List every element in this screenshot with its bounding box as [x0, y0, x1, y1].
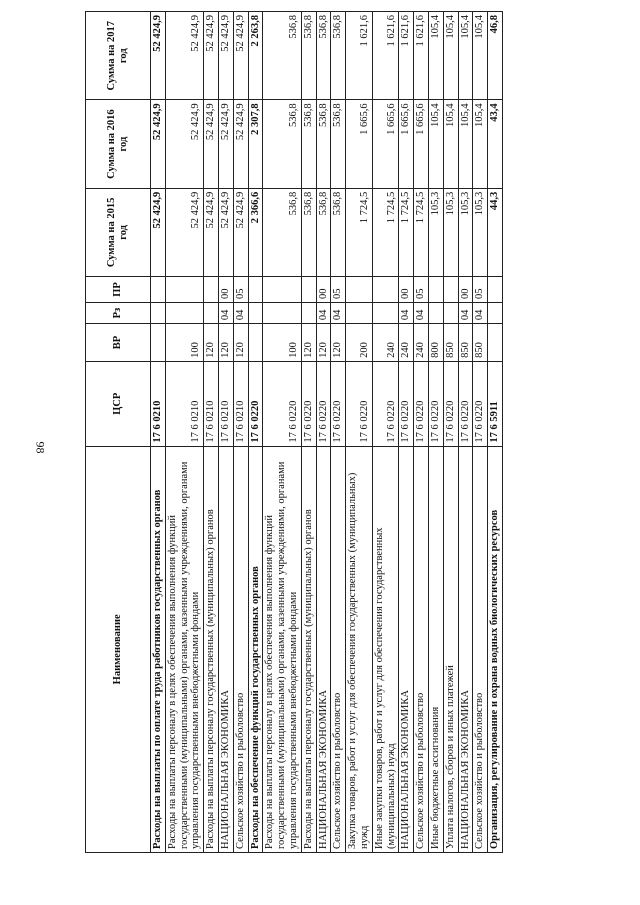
cell-csr: 17 6 0220	[263, 361, 301, 446]
cell-name: Сельское хозяйство и рыболовство	[473, 446, 488, 852]
cell-csr: 17 6 5911	[488, 361, 503, 446]
table-row	[165, 12, 203, 853]
cell-rz: 04	[399, 302, 414, 323]
cell-sum-2017: 1 621,6	[414, 12, 429, 100]
cell-sum-2016: 43,4	[488, 100, 503, 188]
table-row	[443, 12, 458, 853]
cell-sum-2015: 105,3	[443, 188, 458, 276]
cell-name: Расходы на выплаты по оплате труда работников государственных органов	[151, 446, 166, 852]
cell-sum-2016: 536,8	[331, 100, 346, 188]
cell-sum-2016: 536,8	[316, 100, 331, 188]
cell-csr: 17 6 0220	[428, 361, 443, 446]
cell-sum-2015: 52 424,9	[151, 188, 166, 276]
cell-pr	[443, 277, 458, 303]
cell-name: Организация, регулирование и охрана водных биологических ресурсов	[488, 446, 503, 852]
cell-sum-2017: 105,4	[458, 12, 473, 100]
cell-sum-2015: 1 724,5	[414, 188, 429, 276]
table-header-row	[86, 12, 151, 853]
cell-name: Расходы на выплаты персоналу государственных (муниципальных) органов	[301, 446, 316, 852]
cell-sum-2016: 2 307,8	[248, 100, 263, 188]
cell-rz	[372, 302, 399, 323]
cell-vr: 120	[301, 324, 316, 362]
cell-sum-2017: 46,8	[488, 12, 503, 100]
table-row	[301, 12, 316, 853]
table-row	[428, 12, 443, 853]
cell-sum-2016: 536,8	[263, 100, 301, 188]
cell-rz	[248, 302, 263, 323]
cell-name: Сельское хозяйство и рыболовство	[233, 446, 248, 852]
cell-rz: 04	[316, 302, 331, 323]
cell-sum-2015: 536,8	[331, 188, 346, 276]
cell-name: Иные бюджетные ассигнования	[428, 446, 443, 852]
cell-vr: 240	[414, 324, 429, 362]
table-row	[248, 12, 263, 853]
cell-csr: 17 6 0210	[165, 361, 203, 446]
cell-sum-2015: 105,3	[458, 188, 473, 276]
cell-vr	[248, 324, 263, 362]
cell-pr	[346, 277, 373, 303]
cell-rz: 04	[473, 302, 488, 323]
cell-sum-2015: 536,8	[301, 188, 316, 276]
cell-pr: 05	[473, 277, 488, 303]
cell-sum-2017: 52 424,9	[204, 12, 219, 100]
cell-rz: 04	[331, 302, 346, 323]
cell-sum-2015: 536,8	[263, 188, 301, 276]
cell-sum-2017: 536,8	[316, 12, 331, 100]
cell-sum-2016: 1 665,6	[399, 100, 414, 188]
cell-sum-2015: 52 424,9	[218, 188, 233, 276]
table-row	[399, 12, 414, 853]
cell-csr: 17 6 0220	[301, 361, 316, 446]
cell-sum-2017: 536,8	[301, 12, 316, 100]
cell-vr: 100	[263, 324, 301, 362]
cell-sum-2015: 2 366,6	[248, 188, 263, 276]
cell-pr	[428, 277, 443, 303]
cell-sum-2015: 52 424,9	[204, 188, 219, 276]
header-sum-2017: Сумма на 2017 год	[86, 12, 151, 100]
cell-rz	[165, 302, 203, 323]
cell-rz	[346, 302, 373, 323]
cell-rz: 04	[414, 302, 429, 323]
cell-sum-2015: 1 724,5	[399, 188, 414, 276]
cell-vr: 850	[473, 324, 488, 362]
cell-rz	[428, 302, 443, 323]
cell-pr: 00	[399, 277, 414, 303]
header-pr: ПР	[86, 277, 151, 303]
header-vr: ВР	[86, 324, 151, 362]
cell-pr	[263, 277, 301, 303]
cell-sum-2016: 52 424,9	[204, 100, 219, 188]
cell-vr: 100	[165, 324, 203, 362]
cell-csr: 17 6 0220	[399, 361, 414, 446]
cell-vr	[488, 324, 503, 362]
page-number: 98	[33, 441, 48, 454]
cell-sum-2015: 52 424,9	[233, 188, 248, 276]
cell-sum-2016: 1 665,6	[372, 100, 399, 188]
cell-name: НАЦИОНАЛЬНАЯ ЭКОНОМИКА	[316, 446, 331, 852]
cell-vr: 240	[399, 324, 414, 362]
cell-csr: 17 6 0220	[443, 361, 458, 446]
table-body	[151, 12, 503, 853]
cell-sum-2015: 44,3	[488, 188, 503, 276]
cell-sum-2017: 2 263,8	[248, 12, 263, 100]
cell-pr	[301, 277, 316, 303]
table-row	[263, 12, 301, 853]
cell-pr	[204, 277, 219, 303]
cell-pr	[372, 277, 399, 303]
cell-name: Сельское хозяйство и рыболовство	[414, 446, 429, 852]
cell-csr: 17 6 0220	[346, 361, 373, 446]
cell-pr: 00	[458, 277, 473, 303]
cell-name: Сельское хозяйство и рыболовство	[331, 446, 346, 852]
cell-vr: 120	[316, 324, 331, 362]
cell-sum-2017: 536,8	[263, 12, 301, 100]
cell-name: Расходы на обеспечение функций государственных органов	[248, 446, 263, 852]
cell-name: НАЦИОНАЛЬНАЯ ЭКОНОМИКА	[218, 446, 233, 852]
header-rz: Рз	[86, 302, 151, 323]
cell-rz	[151, 302, 166, 323]
cell-pr	[248, 277, 263, 303]
cell-rz	[488, 302, 503, 323]
cell-sum-2016: 105,4	[428, 100, 443, 188]
cell-csr: 17 6 0220	[414, 361, 429, 446]
cell-csr: 17 6 0220	[372, 361, 399, 446]
cell-pr: 05	[331, 277, 346, 303]
table-row	[233, 12, 248, 853]
table-row	[473, 12, 488, 853]
cell-sum-2017: 105,4	[473, 12, 488, 100]
cell-csr: 17 6 0210	[218, 361, 233, 446]
cell-rz: 04	[218, 302, 233, 323]
cell-vr: 240	[372, 324, 399, 362]
cell-sum-2017: 105,4	[428, 12, 443, 100]
cell-rz	[443, 302, 458, 323]
header-csr: ЦСР	[86, 361, 151, 446]
cell-csr: 17 6 0220	[331, 361, 346, 446]
cell-vr: 120	[233, 324, 248, 362]
cell-name: НАЦИОНАЛЬНАЯ ЭКОНОМИКА	[458, 446, 473, 852]
table-row	[346, 12, 373, 853]
table-row	[458, 12, 473, 853]
cell-pr: 00	[218, 277, 233, 303]
cell-rz	[263, 302, 301, 323]
table-row	[218, 12, 233, 853]
cell-sum-2017: 1 621,6	[399, 12, 414, 100]
cell-sum-2017: 52 424,9	[165, 12, 203, 100]
cell-pr: 05	[414, 277, 429, 303]
table-row	[151, 12, 166, 853]
cell-pr: 05	[233, 277, 248, 303]
cell-sum-2015: 105,3	[473, 188, 488, 276]
cell-csr: 17 6 0220	[316, 361, 331, 446]
cell-vr	[151, 324, 166, 362]
cell-rz: 04	[233, 302, 248, 323]
cell-sum-2016: 52 424,9	[165, 100, 203, 188]
cell-sum-2015: 1 724,5	[372, 188, 399, 276]
cell-sum-2017: 52 424,9	[151, 12, 166, 100]
cell-csr: 17 6 0210	[151, 361, 166, 446]
cell-sum-2016: 105,4	[473, 100, 488, 188]
cell-pr	[151, 277, 166, 303]
table-row	[204, 12, 219, 853]
cell-csr: 17 6 0220	[248, 361, 263, 446]
cell-name: НАЦИОНАЛЬНАЯ ЭКОНОМИКА	[399, 446, 414, 852]
cell-vr: 200	[346, 324, 373, 362]
table-row	[488, 12, 503, 853]
cell-csr: 17 6 0220	[473, 361, 488, 446]
cell-sum-2017: 52 424,9	[233, 12, 248, 100]
cell-csr: 17 6 0210	[204, 361, 219, 446]
cell-pr	[165, 277, 203, 303]
cell-sum-2017: 105,4	[443, 12, 458, 100]
cell-rz	[301, 302, 316, 323]
cell-name: Иные закупки товаров, работ и услуг для обеспечения государственных (муниципальных) нужд	[372, 446, 399, 852]
cell-name: Расходы на выплаты персоналу государственных (муниципальных) органов	[204, 446, 219, 852]
cell-sum-2016: 536,8	[301, 100, 316, 188]
cell-name: Расходы на выплаты персоналу в целях обеспечения выполнения функций государственными (муниципальными) органами, казенными учреждениями, органами управления государственными внебюджетными фондами	[165, 446, 203, 852]
cell-sum-2017: 536,8	[331, 12, 346, 100]
cell-pr	[488, 277, 503, 303]
cell-name: Закупка товаров, работ и услуг для обеспечения государственных (муниципальных) нужд	[346, 446, 373, 852]
header-name: Наименование	[86, 446, 151, 852]
cell-sum-2016: 52 424,9	[233, 100, 248, 188]
cell-sum-2016: 52 424,9	[151, 100, 166, 188]
rotated-page	[85, 11, 630, 853]
cell-sum-2016: 1 665,6	[414, 100, 429, 188]
table-row	[414, 12, 429, 853]
cell-sum-2016: 1 665,6	[346, 100, 373, 188]
cell-rz: 04	[458, 302, 473, 323]
cell-sum-2017: 52 424,9	[218, 12, 233, 100]
cell-vr: 850	[458, 324, 473, 362]
cell-sum-2016: 105,4	[458, 100, 473, 188]
header-sum-2015: Сумма на 2015 год	[86, 188, 151, 276]
cell-rz	[204, 302, 219, 323]
cell-sum-2015: 536,8	[316, 188, 331, 276]
cell-vr: 850	[443, 324, 458, 362]
budget-table	[85, 11, 503, 853]
cell-vr: 120	[218, 324, 233, 362]
cell-vr: 120	[204, 324, 219, 362]
cell-sum-2015: 1 724,5	[346, 188, 373, 276]
cell-vr: 120	[331, 324, 346, 362]
header-sum-2016: Сумма на 2016 год	[86, 100, 151, 188]
cell-vr: 800	[428, 324, 443, 362]
cell-sum-2016: 52 424,9	[218, 100, 233, 188]
cell-sum-2015: 52 424,9	[165, 188, 203, 276]
cell-pr: 00	[316, 277, 331, 303]
table-row	[316, 12, 331, 853]
table-row	[331, 12, 346, 853]
cell-name: Расходы на выплаты персоналу в целях обеспечения выполнения функций государственными (муниципальными) органами, казенными учреждениями, органами управления государственными внебюджетными фондами	[263, 446, 301, 852]
table-row	[372, 12, 399, 853]
cell-csr: 17 6 0220	[458, 361, 473, 446]
cell-sum-2017: 1 621,6	[372, 12, 399, 100]
cell-sum-2017: 1 621,6	[346, 12, 373, 100]
cell-name: Уплата налогов, сборов и иных платежей	[443, 446, 458, 852]
cell-sum-2016: 105,4	[443, 100, 458, 188]
cell-csr: 17 6 0210	[233, 361, 248, 446]
cell-sum-2015: 105,3	[428, 188, 443, 276]
